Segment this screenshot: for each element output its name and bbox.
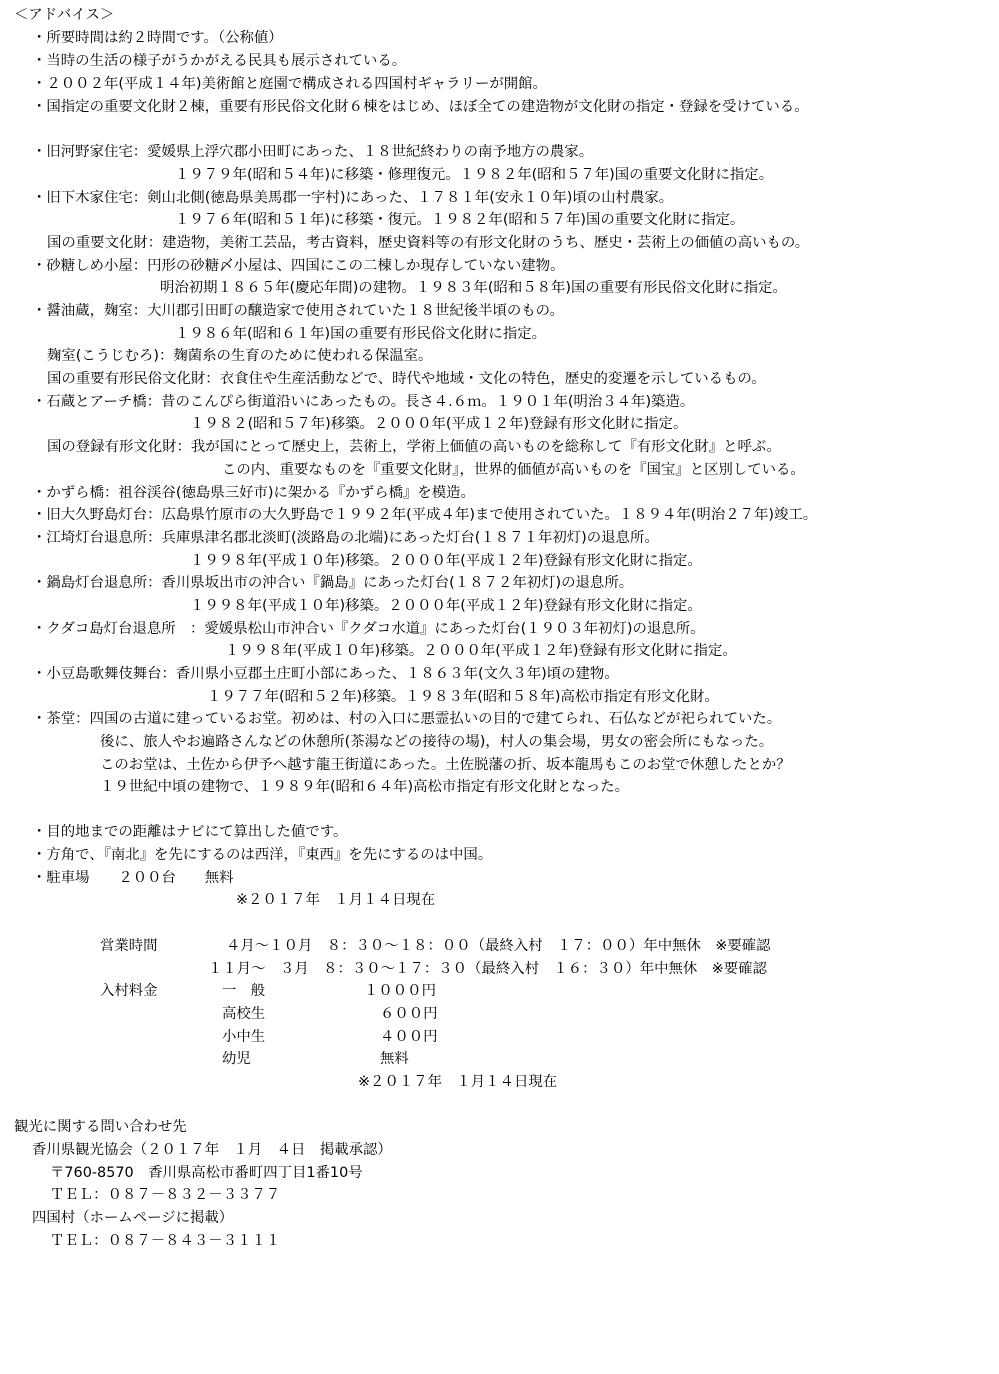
- hours-label: 営業時間: [100, 938, 158, 954]
- note-item: ・目的地までの距離はナビにて算出した値です。: [32, 824, 348, 840]
- as-of-date: ※２０１７年 １月１４日現在: [236, 892, 436, 908]
- building-entry: ・かずら橋：祖谷渓谷(徳島県三好市)に架かる『かずら橋』を模造。: [32, 485, 475, 501]
- advice-item: ・所要時間は約２時間です。（公称値）: [32, 30, 283, 46]
- parking-info: ・駐車場 ２００台 無料: [32, 870, 234, 886]
- fee-amount: ４００円: [380, 1029, 438, 1045]
- building-entry: ・旧下木家住宅：剣山北側(徳島県美馬郡一宇村)にあった、１７８１年(安永１０年)頃の山村農家。: [32, 190, 674, 206]
- fee-category: 幼児: [222, 1051, 251, 1067]
- building-entry: ・小豆島歌舞伎舞台：香川県小豆郡土庄町小部にあった、１８６３年(文久３年)頃の建物。: [32, 666, 619, 682]
- fee-category: 一 般: [222, 983, 266, 999]
- building-entry-detail: １９８６年(昭和６１年)国の重要有形民俗文化財に指定。: [175, 326, 546, 342]
- advice-item: ・国指定の重要文化財２棟，重要有形民俗文化財６棟をはじめ、ほぼ全ての建造物が文化財の指定・登録を受けている。: [32, 99, 809, 115]
- building-entry-detail: このお堂は、土佐から伊予へ越す龍王街道にあった。土佐脱藩の折、坂本龍馬もこのお堂で休憩したとか？: [100, 757, 791, 773]
- building-entry: ・クダコ島灯台退息所 ：愛媛県松山市沖合い『クダコ水道』にあった灯台(１９０３年初灯)の退息所。: [32, 621, 705, 637]
- building-entry-detail: １９９８年(平成１０年)移築。２０００年(平成１２年)登録有形文化財に指定。: [190, 553, 702, 569]
- building-entry-detail: １９９８年(平成１０年)移築。２０００年(平成１２年)登録有形文化財に指定。: [225, 643, 737, 659]
- contact-phone: ＴＥＬ：０８７－８４３－３１１１: [50, 1233, 281, 1249]
- building-entry: ・旧河野家住宅：愛媛県上浮穴郡小田町にあった、１８世紀終わりの南予地方の農家。: [32, 144, 594, 160]
- hours-summer: ４月～１０月 ８：３０～１８：００（最終入村 １７：００）年中無休 ※要確認: [226, 938, 771, 954]
- fee-label: 入村料金: [100, 983, 158, 999]
- definition-note: 麹室(こうじむろ)：麹菌糸の生育のために使われる保温室。: [47, 348, 433, 364]
- definition-note: 国の重要有形民俗文化財：衣食住や生産活動などで、時代や地域・文化の特色，歴史的変遷を示しているもの。: [47, 371, 766, 387]
- advice-item: ・２００２年(平成１４年)美術館と庭園で構成される四国村ギャラリーが開館。: [32, 76, 547, 92]
- building-entry-detail: 後に、旅人やお遍路さんなどの休憩所(茶湯などの接待の場)，村人の集会場，男女の密会所にもなった。: [100, 734, 774, 750]
- building-entry: ・醤油蔵，麹室：大川郡引田町の醸造家で使用されていた１８世紀後半頃のもの。: [32, 303, 564, 319]
- contact-heading: 観光に関する問い合わせ先: [14, 1119, 187, 1135]
- building-entry-detail: １９７６年(昭和５１年)に移築・復元。１９８２年(昭和５７年)国の重要文化財に指定。: [175, 212, 745, 228]
- fee-amount: ６００円: [380, 1006, 438, 1022]
- contact-phone: ＴＥＬ：０８７－８３２－３３７７: [50, 1187, 281, 1203]
- building-entry-detail: １９８２(昭和５７年)移築。２０００年(平成１２年)登録有形文化財に指定。: [190, 416, 688, 432]
- building-entry-detail: １９世紀中頃の建物で、１９８９年(昭和６４年)高松市指定有形文化財となった。: [100, 779, 630, 795]
- as-of-date: ※２０１７年 １月１４日現在: [358, 1074, 558, 1090]
- definition-note: 国の重要文化財：建造物，美術工芸品，考古資料，歴史資料等の有形文化財のうち、歴史・芸術上の価値の高いもの。: [47, 235, 810, 251]
- fee-amount: 無料: [380, 1051, 409, 1067]
- building-entry-detail: １９７９年(昭和５４年)に移築・修理復元。１９８２年(昭和５７年)国の重要文化財に指定。: [175, 167, 774, 183]
- building-entry-detail: 明治初期１８６５年(慶応年間)の建物。１９８３年(昭和５８年)国の重要有形民俗文化財に指定。: [160, 280, 787, 296]
- advice-heading: ＜アドバイス＞: [14, 7, 115, 23]
- advice-item: ・当時の生活の様子がうかがえる民具も展示されている。: [32, 53, 407, 69]
- fee-category: 小中生: [222, 1029, 266, 1045]
- building-entry: ・江埼灯台退息所：兵庫県津名郡北淡町(淡路島の北端)にあった灯台(１８７１年初灯)の退息所。: [32, 530, 659, 546]
- contact-org: 香川県観光協会（２０１７年 １月 ４日 掲載承認）: [32, 1142, 392, 1158]
- definition-note-detail: この内、重要なものを『重要文化財』，世界的価値が高いものを『国宝』と区別している。: [222, 462, 805, 478]
- building-entry: ・鍋島灯台退息所：香川県坂出市の沖合い『鍋島』にあった灯台(１８７２年初灯)の退息所。: [32, 575, 634, 591]
- note-item: ・方角で、『南北』を先にするのは西洋，『東西』を先にするのは中国。: [32, 847, 493, 863]
- building-entry: ・旧大久野島灯台：広島県竹原市の大久野島で１９９２年(平成４年)まで使用されていた。１８９４年(明治２７年)竣工。: [32, 507, 818, 523]
- contact-org: 四国村（ホームページに掲載）: [32, 1210, 234, 1226]
- building-entry: ・茶堂：四国の古道に建っているお堂。初めは、村の入口に悪霊払いの目的で建てられ、石仏などが祀られていた。: [32, 711, 782, 727]
- fee-category: 高校生: [222, 1006, 266, 1022]
- building-entry-detail: １９９８年(平成１０年)移築。２０００年(平成１２年)登録有形文化財に指定。: [190, 598, 702, 614]
- building-entry: ・砂糖しめ小屋：円形の砂糖〆小屋は、四国にこの二棟しか現存していない建物。: [32, 258, 565, 274]
- definition-note: 国の登録有形文化財：我が国にとって歴史上，芸術上，学術上価値の高いものを総称して『有形文化財』と呼ぶ。: [47, 439, 781, 455]
- building-entry: ・石蔵とアーチ橋：昔のこんぴら街道沿いにあったもの。長さ４.６ｍ。１９０１年(明治３４年)築造。: [32, 394, 695, 410]
- fee-amount: １０００円: [364, 983, 436, 999]
- contact-address: 〒760-8570 香川県高松市番町四丁目1番10号: [50, 1165, 363, 1181]
- hours-winter: １１月～ ３月 ８：３０～１７：３０（最終入村 １６：３０）年中無休 ※要確認: [208, 961, 767, 977]
- building-entry-detail: １９７７年(昭和５２年)移築。１９８３年(昭和５８年)高松市指定有形文化財。: [207, 689, 719, 705]
